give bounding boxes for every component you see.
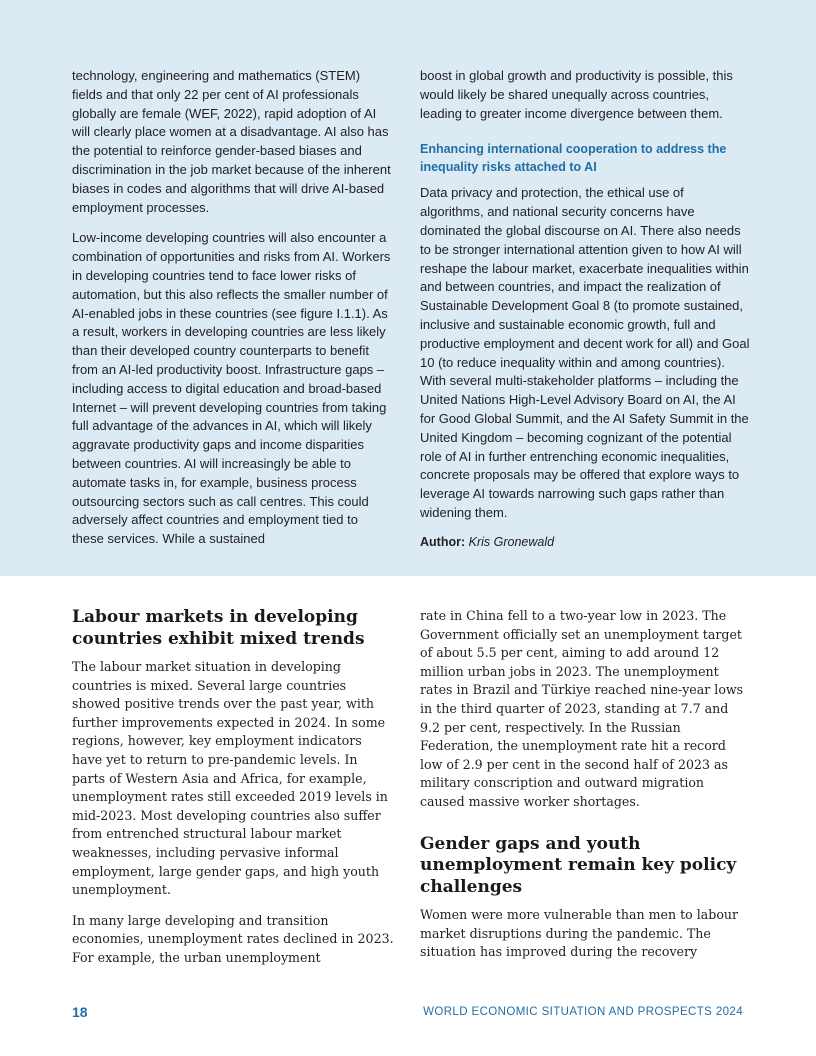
author-label: Author:	[420, 534, 466, 549]
box-right-column	[420, 67, 750, 549]
box-paragraph-2: Low-income developing countries will also encounter a combination of opportunities and risks from AI. Workers in developing countries tend to face lower risks of automation, but this also reflects the smaller number of AI-enabled jobs in these countries (see figure I.1.1). As a result, workers in developing countries are less likely than their developed country counterparts to benefit from an AI-led productivity boost. Infrastructure gaps – including access to digital education and broad-based Internet – will prevent developing countries from taking full advantage of the advances in AI, which will likely aggravate productivity gaps and income disparities between countries. AI will increasingly be able to automate tasks in, for example, business process outsourcing sectors such as call centres. This could adversely affect countries and employment tied to these services. While a sustained	[72, 230, 391, 547]
page-number: 18	[72, 1004, 88, 1020]
main-paragraph-1: The labour market situation in developing countries is mixed. Several large countries showed positive trends over the past year, with further improvements expected in 2024. In some regions, however, key employment indicators have yet to return to pre-pandemic levels. In parts of Western Asia and Africa, for example, unemployment rates still exceeded 2019 levels in mid-2023. Most developing countries also suffer from entrenched structural labour market weaknesses, including pervasive informal employment, large gender gaps, and high youth unemployment.	[72, 659, 388, 898]
box-right-intro: boost in global growth and productivity is possible, this would likely be shared unequally across countries, leading to greater income divergence between them.	[420, 68, 733, 121]
main-left-column	[72, 607, 394, 980]
box-author-line	[420, 535, 750, 549]
section-heading-gender-gaps: Gender gaps and youth unemployment remain key policy challenges	[420, 833, 737, 897]
publication-title: WORLD ECONOMIC SITUATION AND PROSPECTS 2024	[423, 1006, 743, 1018]
box-paragraph-1: technology, engineering and mathematics (STEM) fields and that only 22 per cent of AI professionals globally are female (WEF, 2022), rapid adoption of AI will clearly place women at a disadvantage. AI also has the potential to reinforce gender-based biases and discrimination in the job market because of the inherent biases in codes and algorithms that will drive AI-based employment processes.	[72, 68, 391, 215]
main-paragraph-3: rate in China fell to a two-year low in 2023. The Government officially set an unemployment target of about 5.5 per cent, aiming to add around 12 million urban jobs in 2023. The unemployment rates in Brazil and Türkiye reached nine-year lows in the third quarter of 2023, standing at 7.7 and 9.2 per cent, respectively. In the Russian Federation, the unemployment rate hit a record low of 2.9 per cent in the second half of 2023 as military conscription and outward migration caused massive worker shortages.	[420, 608, 744, 809]
main-paragraph-4: Women were more vulnerable than men to labour market disruptions during the pandemic. The situation has improved during the recovery	[420, 907, 739, 960]
section-heading-labour-markets: Labour markets in developing countries exhibit mixed trends	[72, 607, 365, 649]
main-right-column	[420, 607, 750, 974]
box-left-column	[72, 67, 392, 561]
author-name: Kris Gronewald	[468, 534, 555, 549]
box-right-body: Data privacy and protection, the ethical use of algorithms, and national security concerns have dominated the global discourse on AI. There also needs to be stronger international attention given to how AI will reshape the labour market, exacerbate inequalities within and between countries, and impact the realization of Sustainable Development Goal 8 (to promote sustained, inclusive and sustainable economic growth, full and productive employment and decent work for all) and Goal 10 (to reduce inequality within and among countries). With several multi-stakeholder platforms – including the United Nations High-Level Advisory Board on AI, the AI for Good Global Summit, and the AI Safety Summit in the United Kingdom – becoming cognizant of the potential role of AI in further entrenching economic inequalities, concrete proposals may be offered that explore ways to leverage AI towards narrowing such gaps rather than widening them.	[420, 185, 750, 520]
main-paragraph-2: In many large developing and transition economies, unemployment rates declined in 2023. For example, the urban unemployment	[72, 912, 394, 965]
box-section-heading: Enhancing international cooperation to address the inequality risks attached to AI	[420, 142, 727, 175]
